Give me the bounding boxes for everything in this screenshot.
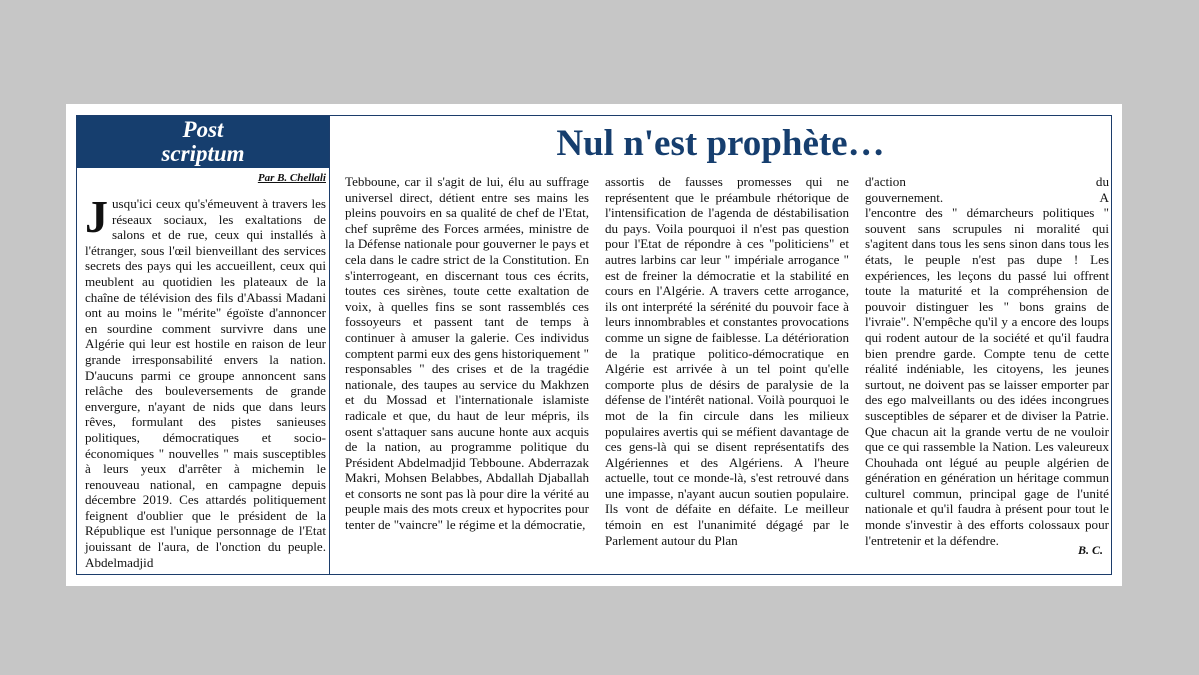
article-column-3	[605, 174, 849, 548]
article-column-2	[345, 174, 589, 533]
article-column-1	[85, 191, 326, 570]
headline: Nul n'est prophète…	[556, 123, 885, 164]
rubric-banner	[77, 116, 329, 168]
column-2-text: Tebboune, car il s'agit de lui, élu au suffrage universel direct, détient entre ses mains les pleins pouvoirs en sa qualité de chef de l'Etat, chef suprême des Forces armées, ministre de la Défense nationale pour gouverner le pays et cela dans le cadre strict de la Constitution. En s'interrogeant, en discernant tous ces écrits, toutes ces sirènes, toute cette exaltation de voix, à quelles fins se sont rassemblés ces fossoyeurs et passent tant de temps à continuer à amuser la galerie. Ces individus comptent parmi eux des gens historiquement " responsables " des crises et de la tragédie nationale, des taupes au service du Makhzen et du Mossad et l'internationale islamiste radicale et que, du haut de leur mépris, ils osent s'attaquer sans aucune honte aux acquis de la nation, au programme politique du Président Abdelmadjid Tebboune. Abderrazak Makri, Mohsen Belabbes, Abdallah Djaballah et consorts ne sont pas là pour dire la vérité au peuple mais des mots creux et hypocrites pour tenter de "vaincre" le régime et la démocratie,	[345, 174, 589, 533]
newspaper-clipping	[66, 104, 1122, 586]
article-frame	[76, 115, 1112, 575]
rubric-line-2: scriptum	[161, 141, 245, 166]
author-signature: B. C.	[1077, 543, 1103, 557]
column-4-text: d'action du gouvernement. A l'encontre des " démarcheurs politiques " souvent sans scrupules ni moralité qui s'agitent dans tous les sens sinon dans tous les états, le peuple n'est pas dupe ! Les expériences, les leçons du passé lui offrent toute la maturité et la compréhension de pouvoir distinguer les " bons grains de l'ivraie". N'empêche qu'il y a encore des loups qui rodent autour de la société et qu'il faudra bien prendre garde. Compte tenu de cette réalité indéniable, les citoyens, les jeunes surtout, ne doivent pas se laisser emporter par des ego malveillants ou des idées incongrues susceptibles de séparer et de diviser la Patrie. Que chacun ait la grande vertu de ne vouloir que ce qui rassemble la Nation. Les valeureux Chouhada ont légué au peuple algérien de génération en génération un héritage commun culturel commun, principal gage de l'unité nationale et qu'il faudra à présent pour tout le monde s'investir à des efforts colossaux pour l'entretenir et la défendre.	[865, 174, 1109, 548]
column-3-text: assortis de fausses promesses qui ne représentent que le préambule rhétorique de l'intensification de l'agenda de déstabilisation du pays. Voila pourquoi il n'est pas question pour l'Etat de répondre à ces "politiciens" et autres larbins car leur " impériale arrogance " est de freiner la démocratie et la stabilité en cours en l'Algérie. A travers cette arrogance, ils ont interprété la sérénité du pouvoir face à leurs innombrables et constantes provocations comme un signe de faiblesse. La détérioration de la pratique politico-démocratique en Algérie est arrivée à un tel point qu'elle comporte plus de désirs de paralysie de la défense de l'intérêt national. Voilà pourquoi le mot de la fin circule dans les milieux populaires avertis qui se méfient davantage de ces gens-là qui se disent représentatifs des Algériennes et des Algériens. A l'heure actuelle, tout ce monde-là, s'est retrouvé dans une impasse, n'ayant aucun soutien populaire. Ils vont de défaite en défaite. Le meilleur témoin en est l'unanimité dégagé par le Parlement autour du Plan	[605, 174, 849, 548]
byline: Par B. Chellali	[257, 172, 326, 184]
article-column-4	[865, 174, 1109, 548]
drop-cap: J	[85, 191, 108, 242]
column-1-text: usqu'ici ceux qu's'émeuvent à travers les réseaux sociaux, les exaltations de salons et de rue, ceux qui installés à l'étranger, sous l'œil bienveillant des services secrets des pays qui les accueillent, ceux qui meublent au quotidien les plateaux de la chaîne de télévision des fils d'Abassi Madani ont au moins le "mérite" égoïste d'annoncer en sourdine comment survivre dans une Algérie qui leur est hostile en raison de leur grande irresponsabilité envers la nation. D'aucuns parmi ce groupe annoncent sans relâche des bouleversements de grande envergure, n'ayant de nids que dans leurs rêves, formulant des pistes sanieuses politiques, démocratiques et socio-économiques " nouvelles " mais susceptibles à leurs yeux d'arrêter à michemin le renouveau national, en campagne depuis décembre 2019. Ces attardés politiquement feignent d'oublier que le président de la République est l'unique personnage de l'Etat jouissant de l'aura, de l'onction du peuple. Abdelmadjid	[85, 196, 326, 570]
column-divider	[329, 116, 330, 574]
rubric-line-1: Post	[182, 117, 224, 142]
